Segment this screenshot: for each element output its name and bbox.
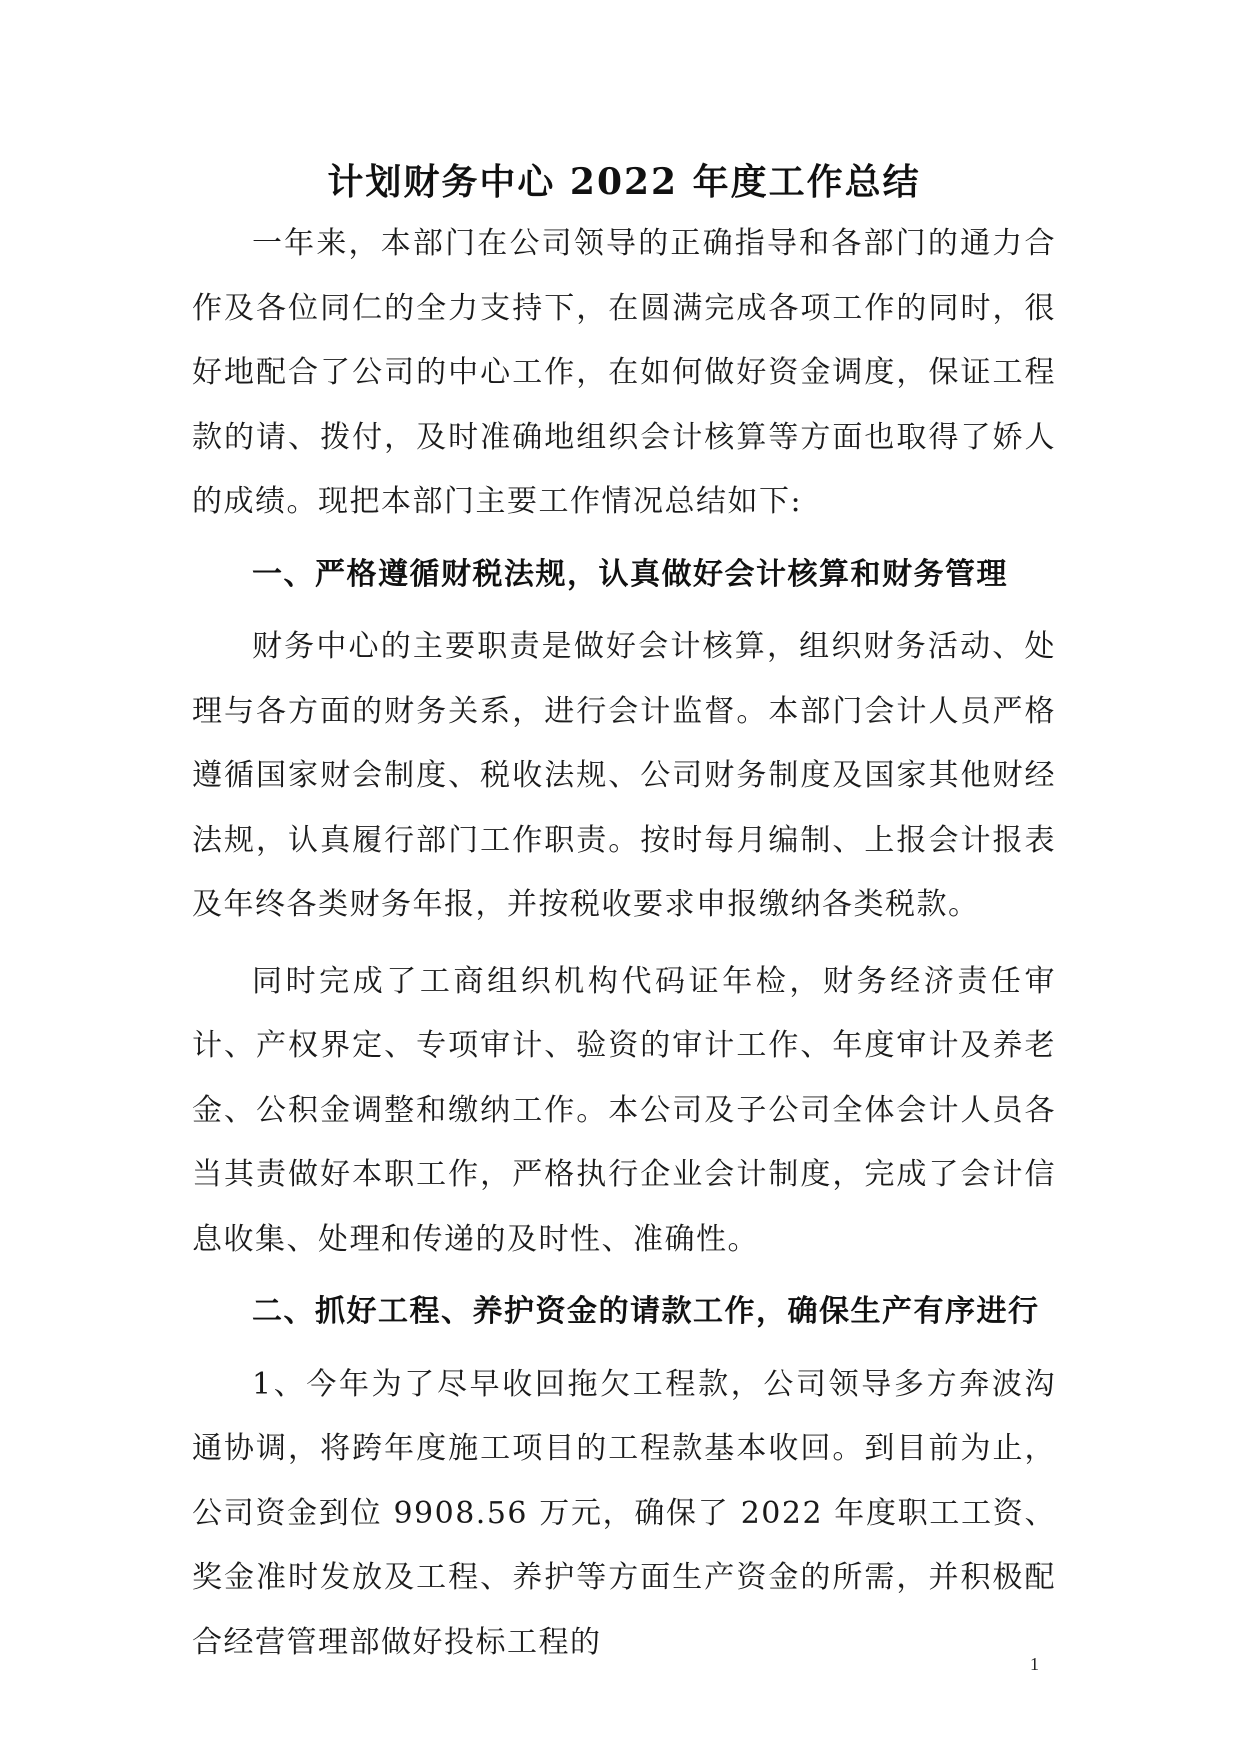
section2-paragraph-1: 1、今年为了尽早收回拖欠工程款，公司领导多方奔波沟通协调，将跨年度施工项目的工程款基本收回。到目前为止，公司资金到位 9908.56 万元，确保了 2022 年度职工工资、奖金准时发放及工程、养护等方面生产资金的所需，并积极配合经营管理部做好投标工程的: [192, 1366, 1056, 1660]
document-title: 计划财务中心 2022 年度工作总结: [327, 161, 921, 203]
section-heading-2: 二、抓好工程、养护资金的请款工作，确保生产有序进行: [252, 1294, 1040, 1329]
section-heading-1: 一、严格遵循财税法规，认真做好会计核算和财务管理: [252, 556, 1008, 592]
intro-paragraph: 一年来，本部门在公司领导的正确指导和各部门的通力合作及各位同仁的全力支持下，在圆满完成各项工作的同时，很好地配合了公司的中心工作，在如何做好资金调度，保证工程款的请、拨付，及时准确地组织会计核算等方面也取得了娇人的成绩。现把本部门主要工作情况总结如下:: [192, 226, 1056, 519]
section1-paragraph-2: 同时完成了工商组织机构代码证年检，财务经济责任审计、产权界定、专项审计、验资的审计工作、年度审计及养老金、公积金调整和缴纳工作。本公司及子公司全体会计人员各当其责做好本职工作，严格执行企业会计制度，完成了会计信息收集、处理和传递的及时性、准确性。: [192, 963, 1056, 1257]
document-body: [192, 152, 1056, 1675]
section1-paragraph-1: 财务中心的主要职责是做好会计核算，组织财务活动、处理与各方面的财务关系，进行会计监督。本部门会计人员严格遵循国家财会制度、税收法规、公司财务制度及国家其他财经法规，认真履行部门工作职责。按时每月编制、上报会计报表及年终各类财务年报，并按税收要求申报缴纳各类税款。: [192, 629, 1056, 922]
page-number: 1: [1030, 1654, 1039, 1674]
